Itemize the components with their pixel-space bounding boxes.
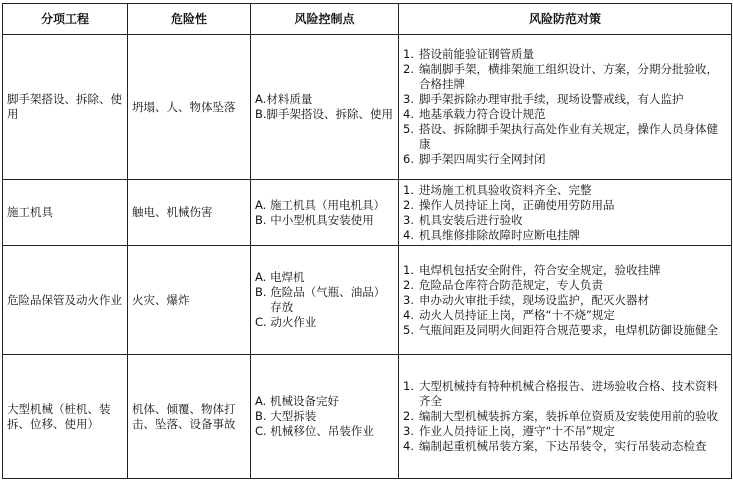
- header-category: 分项工程: [3, 4, 128, 35]
- point-prefix: B.: [255, 285, 271, 299]
- measure-number: 4.: [403, 307, 414, 322]
- point-text: 大型拆装: [270, 409, 317, 423]
- list-item: [403, 308, 727, 323]
- measure-text: 大型机械持有特种机械合格报告、进场验收合格、技术资料齐全: [419, 379, 718, 408]
- measure-text: 脚手架拆除办理审批手续，现场设警戒线，有人监护: [419, 92, 684, 106]
- measure-number: 4.: [403, 439, 414, 453]
- list-item: [403, 62, 727, 92]
- list-item: [255, 394, 394, 409]
- list-item: [403, 379, 727, 409]
- point-prefix: B.: [255, 107, 267, 121]
- point-prefix: B.: [255, 409, 271, 423]
- list-item: [255, 270, 394, 285]
- list-item: [403, 263, 727, 278]
- measure-number: 1.: [403, 379, 414, 393]
- point-prefix: B.: [255, 212, 271, 227]
- point-text: 机械移位、吊装作业: [270, 424, 374, 438]
- list-item: [255, 107, 394, 122]
- measure-number: 3.: [403, 292, 414, 307]
- point-prefix: A.: [255, 197, 270, 212]
- list-item: [403, 107, 727, 122]
- table-row: [3, 180, 732, 246]
- risk-cell: 机体、倾覆、物体打击、坠落、设备事故: [128, 355, 251, 479]
- risk-cell: 触电、机械伤害: [128, 180, 251, 246]
- measures-cell: [399, 35, 732, 180]
- list-item: [403, 278, 727, 293]
- header-risk: 危险性: [128, 4, 251, 35]
- measure-text: 机具维修排除故障时应断电挂牌: [419, 227, 580, 242]
- measure-text: 进场施工机具验收资料齐全、完整: [419, 182, 592, 197]
- point-text: 机械设备完好: [269, 394, 339, 408]
- measure-number: 1.: [403, 262, 414, 277]
- list-item: [403, 213, 727, 228]
- point-text: 电焊机: [269, 270, 305, 284]
- list-item: [255, 424, 394, 439]
- measure-number: 2.: [403, 409, 414, 423]
- table-row: [3, 355, 732, 479]
- point-text: 材料质量: [266, 92, 313, 106]
- list-item: [403, 152, 727, 167]
- point-text: 施工机具（用电机具）: [269, 197, 385, 212]
- point-text: 中小型机具安装使用: [270, 212, 374, 227]
- list-item: [403, 92, 727, 107]
- category-cell: 施工机具: [3, 180, 128, 246]
- list-item: [403, 439, 727, 454]
- control-points-cell: [251, 35, 399, 180]
- measure-text: 电焊机包括安全附件，符合安全规定，验收挂牌: [419, 262, 661, 277]
- measure-text: 操作人员持证上岗，正确使用劳防用品: [419, 197, 615, 212]
- measure-number: 3.: [403, 424, 414, 438]
- measure-number: 4.: [403, 227, 414, 242]
- header-control-points: 风险控制点: [251, 4, 399, 35]
- control-points-cell: [251, 180, 399, 246]
- list-item: [403, 409, 727, 424]
- list-item: [403, 198, 727, 213]
- measure-number: 1.: [403, 47, 414, 61]
- measure-text: 搭设前能验证钢管质量: [419, 47, 534, 61]
- list-item: [255, 92, 394, 107]
- risk-cell: 火灾、爆炸: [128, 246, 251, 355]
- measure-text: 搭设、拆除脚手架执行高处作业有关规定，操作人员身体健康: [419, 122, 718, 151]
- risk-control-table: [2, 3, 732, 479]
- category-cell: 脚手架搭设、拆除、使用: [3, 35, 128, 180]
- measure-text: 气瓶间距及同明火间距符合规范要求，电焊机防御设施健全: [419, 322, 718, 337]
- control-points-cell: [251, 246, 399, 355]
- list-item: [403, 424, 727, 439]
- list-item: [255, 315, 394, 330]
- measure-text: 申办动火审批手续，现场设监护，配灭火器材: [419, 292, 649, 307]
- category-cell: 大型机械（桩机、装拆、位移、使用）: [3, 355, 128, 479]
- measure-text: 地基承载力符合设计规范: [419, 107, 546, 121]
- measure-number: 4.: [403, 107, 414, 121]
- point-text: 危险品（气瓶、油品）存放: [270, 285, 386, 314]
- control-points-cell: [251, 355, 399, 479]
- measure-text: 脚手架四周实行全网封闭: [419, 152, 546, 166]
- measures-cell: [399, 355, 732, 479]
- measure-text: 机具安装后进行验收: [419, 212, 523, 227]
- header-measures: 风险防范对策: [399, 4, 732, 35]
- list-item: [255, 213, 394, 228]
- header-row: [3, 4, 732, 35]
- measure-number: 3.: [403, 92, 414, 106]
- list-item: [403, 323, 727, 338]
- list-item: [403, 183, 727, 198]
- measure-number: 2.: [403, 62, 414, 76]
- measure-text: 编制起重机械吊装方案，下达吊装令，实行吊装动态检查: [419, 439, 707, 453]
- point-text: 动火作业: [270, 315, 317, 329]
- measure-text: 编制脚手架，横排架施工组织设计、方案，分期分批验收，合格挂牌: [419, 62, 718, 91]
- measures-cell: [399, 180, 732, 246]
- point-prefix: C.: [255, 315, 271, 329]
- list-item: [403, 228, 727, 243]
- point-prefix: C.: [255, 424, 271, 438]
- list-item: [403, 47, 727, 62]
- list-item: [255, 198, 394, 213]
- point-text: 脚手架搭设、拆除、使用: [266, 107, 394, 121]
- measure-text: 作业人员持证上岗，遵守“十不吊”规定: [419, 424, 615, 438]
- measure-number: 5.: [403, 322, 414, 337]
- measure-number: 2.: [403, 277, 414, 292]
- table-row: [3, 246, 732, 355]
- measure-text: 编制大型机械装拆方案，装拆单位资质及安装使用前的验收: [419, 409, 718, 423]
- list-item: [403, 293, 727, 308]
- point-prefix: A.: [255, 92, 267, 106]
- risk-cell: 坍塌、人、物体坠落: [128, 35, 251, 180]
- point-prefix: A.: [255, 270, 270, 284]
- list-item: [403, 122, 727, 152]
- measure-number: 3.: [403, 212, 414, 227]
- measure-text: 动火人员持证上岗，严格“十不烧”规定: [419, 307, 615, 322]
- point-prefix: A.: [255, 394, 270, 408]
- measure-number: 2.: [403, 197, 414, 212]
- measure-text: 危险品仓库符合防范规定，专人负责: [419, 277, 603, 292]
- list-item: [255, 409, 394, 424]
- category-cell: 危险品保管及动火作业: [3, 246, 128, 355]
- list-item: [255, 285, 394, 315]
- measure-number: 6.: [403, 152, 414, 166]
- table-row: [3, 35, 732, 180]
- measure-number: 1.: [403, 182, 414, 197]
- measures-cell: [399, 246, 732, 355]
- measure-number: 5.: [403, 122, 414, 136]
